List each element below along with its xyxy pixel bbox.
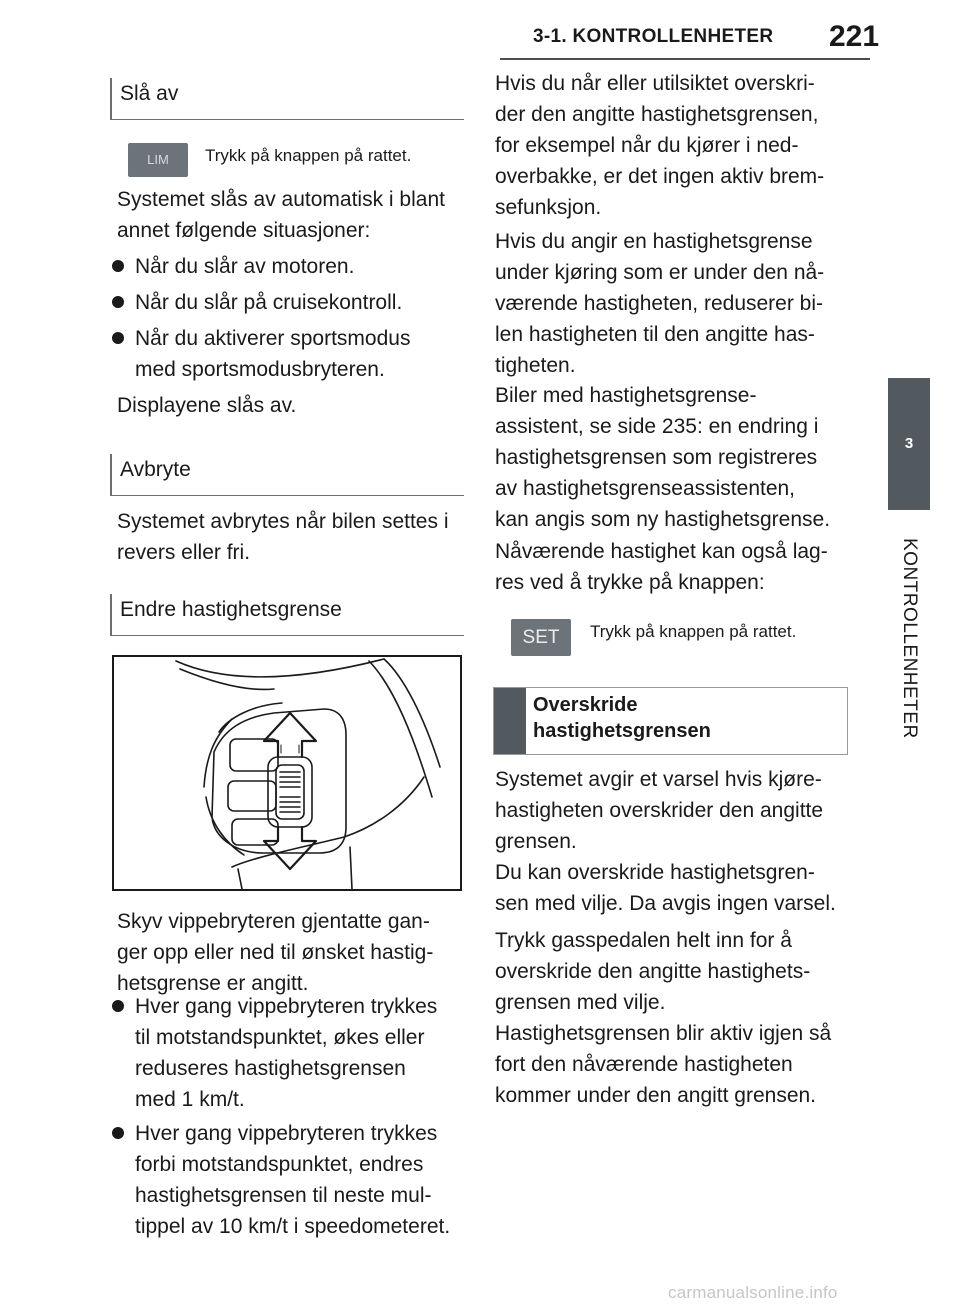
steering-wheel-figure bbox=[112, 655, 462, 891]
sla-av-outro: Displayene slås av. bbox=[117, 394, 297, 417]
bullet-icon bbox=[112, 260, 124, 272]
callout-title-line2: hastighetsgrensen bbox=[533, 720, 711, 742]
lim-button-icon: LIM bbox=[128, 143, 188, 177]
chapter-label: KONTROLLENHETER bbox=[899, 538, 920, 739]
paragraph: Biler med hastighetsgrense- assistent, se side 235: en endring i hastighetsgrensen som registreres av hastighetsgrenseassistenten, kan angis som ny hastighetsgrense. bbox=[495, 384, 831, 531]
sla-av-intro: Systemet slås av automatisk i blant annet følgende situasjoner: bbox=[117, 188, 445, 242]
paragraph: Trykk gasspedalen helt inn for å overskride den angitte hastighets- grensen med vilje. bbox=[495, 929, 811, 1014]
steering-wheel-rocker-switch-icon bbox=[114, 657, 460, 889]
header-rule bbox=[500, 58, 870, 60]
bullet-icon bbox=[112, 332, 124, 344]
bullet-icon bbox=[112, 1000, 124, 1012]
section-title: 3-1. KONTROLLENHETER bbox=[533, 26, 774, 47]
paragraph: Nåværende hastighet kan også lag- res ved å trykke på knappen: bbox=[495, 540, 828, 594]
page-number: 221 bbox=[829, 20, 880, 53]
callout-bar bbox=[494, 688, 526, 754]
chapter-tab: 3 bbox=[888, 378, 930, 510]
paragraph: Systemet avgir et varsel hvis kjøre- hastigheten overskrider den angitte grensen. bbox=[495, 768, 824, 853]
heading-endre: Endre hastighetsgrense bbox=[110, 594, 464, 636]
heading-sla-av: Slå av bbox=[110, 78, 464, 120]
list-item: Når du slår på cruisekontroll. bbox=[135, 287, 402, 318]
endre-text: Skyv vippebryteren gjentatte gan- ger opp eller ned til ønsket hastig- hetsgrense er angitt. bbox=[117, 910, 434, 995]
list-item: Hver gang vippebryteren trykkes forbi motstandspunktet, endres hastighetsgrensen til neste mul- tippel av 10 km/t i speedometeret. bbox=[135, 1118, 450, 1242]
heading-avbryte: Avbryte bbox=[110, 454, 464, 496]
callout-box bbox=[493, 687, 848, 755]
paragraph: Hastighetsgrensen blir aktiv igjen så fort den nåværende hastigheten kommer under den angitt grensen. bbox=[495, 1022, 832, 1107]
list-item: Når du slår av motoren. bbox=[135, 251, 354, 282]
lim-caption: Trykk på knappen på rattet. bbox=[205, 146, 412, 165]
paragraph: Du kan overskride hastighetsgren- sen med vilje. Da avgis ingen varsel. bbox=[495, 861, 836, 915]
set-caption: Trykk på knappen på rattet. bbox=[590, 622, 797, 641]
bullet-icon bbox=[112, 1127, 124, 1139]
bullet-icon bbox=[112, 296, 124, 308]
paragraph: Hvis du angir en hastighetsgrense under kjøring som er under den nå- værende hastigheten, reduserer bi- len hastigheten til den angitte has- tigheten. bbox=[495, 230, 825, 377]
avbryte-text: Systemet avbrytes når bilen settes i revers eller fri. bbox=[117, 510, 449, 564]
watermark: carmanualsonline.info bbox=[668, 1283, 838, 1302]
paragraph: Hvis du når eller utilsiktet overskri- der den angitte hastighetsgrensen, for eksempel når du kjører i ned- overbakke, er det ingen aktiv brem- sefunksjon. bbox=[495, 72, 825, 219]
list-item: Når du aktiverer sportsmodus med sportsmodusbryteren. bbox=[135, 323, 410, 385]
set-button-icon: SET bbox=[511, 619, 571, 656]
list-item: Hver gang vippebryteren trykkes til motstandspunktet, økes eller reduseres hastighetsgrensen med 1 km/t. bbox=[135, 991, 437, 1115]
callout-title-line1: Overskride bbox=[533, 694, 638, 716]
